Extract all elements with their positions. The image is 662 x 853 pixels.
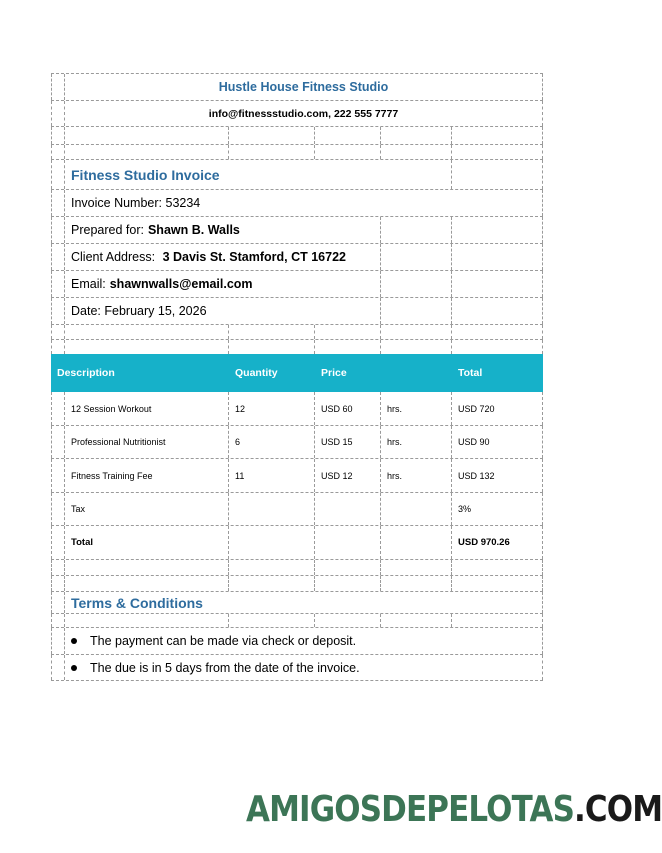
contact-row [51,100,543,126]
spacer-row [51,126,543,144]
item-price: USD 15 [321,437,353,447]
invoice-title: Fitness Studio Invoice [71,166,220,183]
terms-item-text: The due is in 5 days from the date of the invoice. [90,660,360,675]
client-address-row [51,243,543,270]
invoice-date-value: February 15, 2026 [104,304,207,318]
item-unit: hrs. [387,470,403,481]
company-name: Hustle House Fitness Studio [218,80,389,94]
spacer-row [51,613,543,627]
spacer-row [51,144,543,159]
client-address-label: Client Address: [71,250,156,264]
item-price: USD 60 [321,403,353,414]
item-description: Professional Nutritionist [71,437,166,447]
spacer-row [51,339,543,354]
table-row [51,458,543,492]
item-description: Fitness Training Fee [71,470,153,481]
client-email-label: Email: [71,277,106,291]
table-header-row [51,354,543,392]
terms-item-line [71,655,360,680]
invoice-title-row [51,159,543,189]
prepared-for-value: Shawn B. Walls [147,223,240,237]
item-total: USD 132 [458,470,495,481]
date-row [51,297,543,324]
watermark-logo [246,784,662,834]
table-row [51,392,543,425]
company-contact: info@fitnessstudio.com, 222 555 7777 [208,107,399,120]
invoice-number [71,190,200,216]
invoice-number-value: 53234 [165,196,201,210]
tax-row [51,492,543,525]
client-address-value: 3 Davis St. Stamford, CT 16722 [162,250,346,264]
item-quantity: 12 [235,403,246,414]
email-row [51,270,543,297]
invoice-date [71,298,207,324]
col-description-header: Description [57,367,115,379]
invoice-sheet [51,73,543,681]
item-total: USD 720 [458,403,495,414]
invoice-number-label: Invoice Number: [71,196,163,210]
item-price: USD 12 [321,470,353,481]
company-row [51,73,543,100]
item-unit: hrs. [387,437,403,447]
spacer-row [51,559,543,575]
item-quantity: 6 [235,437,241,447]
prepared-for-label: Prepared for: [71,223,144,237]
client-address [71,244,346,270]
watermark-dark-text: .COM [574,788,662,830]
bullet-icon [71,638,77,644]
prepared-for-row [51,216,543,243]
tax-value: 3% [458,504,472,514]
terms-item-line [71,628,356,654]
watermark-green-text: AMIGOSDEPELOTAS [246,788,575,830]
col-price-header: Price [321,367,347,379]
total-value: USD 970.26 [458,537,510,548]
terms-title-row [51,591,543,613]
spacer-row [51,324,543,339]
item-description: 12 Session Workout [71,403,152,414]
col-total-header: Total [458,367,483,379]
item-unit: hrs. [387,403,403,414]
terms-item [51,654,543,681]
col-quantity-header: Quantity [235,367,278,379]
spacer-row [51,575,543,591]
terms-item [51,627,543,654]
invoice-date-label: Date: [71,304,101,318]
table-row [51,425,543,458]
item-total: USD 90 [458,437,490,447]
client-email [71,271,253,297]
total-row [51,525,543,559]
terms-title: Terms & Conditions [71,594,203,611]
bullet-icon [71,665,77,671]
invoice-number-row [51,189,543,216]
total-label: Total [71,537,93,548]
item-quantity: 11 [235,470,245,481]
terms-item-text: The payment can be made via check or deposit. [90,634,357,648]
prepared-for [71,217,240,243]
client-email-value: shawnwalls@email.com [109,277,253,291]
tax-label: Tax [71,504,86,514]
